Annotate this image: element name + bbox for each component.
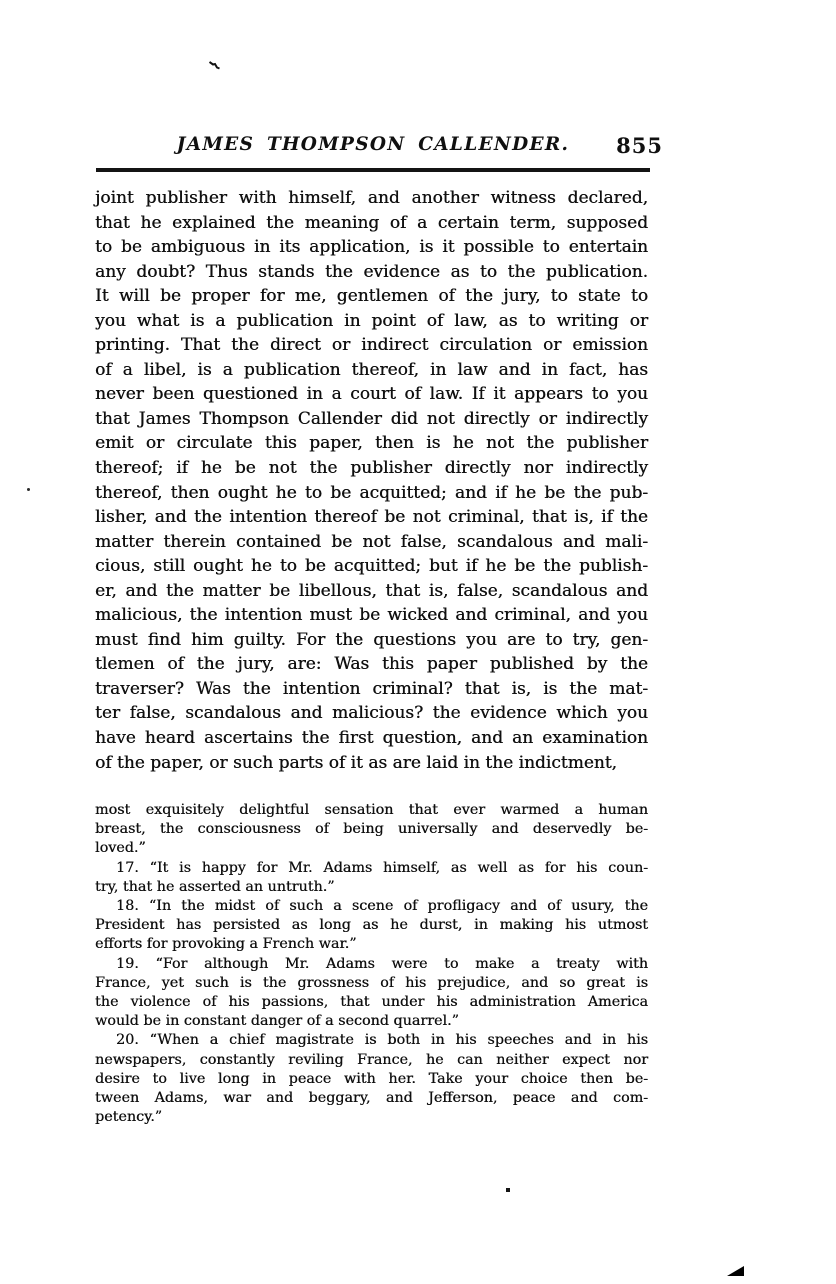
text-line: joint publisher with himself, and another witness declared, — [95, 188, 648, 208]
text-line: most exquisitely delightful sensation that ever warmed a human — [95, 802, 648, 818]
text-line: printing. That the direct or indirect circulation or emission — [95, 335, 648, 356]
text-line: never been questioned in a court of law. If it appears to you — [95, 384, 648, 405]
ink-wedge-corner-mark — [727, 1266, 744, 1276]
text-line: of the paper, or such parts of it as are laid in the indictment, — [95, 752, 617, 773]
text-line: cious, still ought he to be acquitted; but if he be the publish- — [95, 556, 648, 577]
footnotes-block — [95, 801, 648, 1127]
text-line: of a libel, is a publication thereof, in law and in fact, has — [95, 359, 648, 380]
footnote-20 — [95, 1031, 648, 1127]
text-line: er, and the matter be libellous, that is, false, scandalous and — [95, 580, 648, 601]
text-line: have heard ascertains the first question, and an examination — [95, 728, 648, 749]
text-line: 20. “When a chief magistrate is both in his speeches and in his — [116, 1032, 648, 1049]
text-line: ter false, scandalous and malicious? the evidence which you — [95, 703, 648, 724]
text-line: must find him guilty. For the questions you are to try, gen- — [95, 629, 648, 650]
page-number: 855 — [616, 133, 663, 158]
text-line: you what is a publication in point of law, as to writing or — [95, 310, 648, 331]
text-line: It will be proper for me, gentlemen of the jury, to state to — [95, 286, 648, 307]
footnote-17 — [95, 859, 648, 897]
body-text — [95, 186, 648, 775]
text-line: breast, the consciousness of being universally and deservedly be- — [95, 821, 648, 838]
text-line: loved.” — [95, 840, 146, 857]
ink-speck-bottom — [506, 1188, 510, 1192]
text-line: thereof, then ought he to be acquitted; and if he be the pub- — [95, 482, 648, 503]
text-line: tween Adams, war and beggary, and Jefferson, peace and com- — [95, 1090, 648, 1107]
text-line: any doubt? Thus stands the evidence as to the publication. — [95, 261, 648, 282]
text-line: to be ambiguous in its application, is it possible to entertain — [95, 237, 648, 258]
text-line: 18. “In the midst of such a scene of profligacy and of usury, the — [116, 898, 648, 915]
text-line: emit or circulate this paper, then is he not the publisher — [95, 433, 648, 454]
text-line: the violence of his passions, that under his administration America — [95, 994, 648, 1011]
footnote-19 — [95, 955, 648, 1032]
text-line: that he explained the meaning of a certain term, supposed — [95, 212, 648, 233]
text-line: petency.” — [95, 1109, 163, 1126]
running-title: JAMES THOMPSON CALLENDER. — [176, 134, 570, 155]
ink-speck-left-margin — [27, 488, 30, 491]
text-line: 17. “It is happy for Mr. Adams himself, as well as for his coun- — [116, 859, 648, 876]
page-header — [98, 133, 663, 164]
ink-squiggle-mark — [209, 57, 221, 76]
text-line: would be in constant danger of a second quarrel.” — [95, 1013, 459, 1030]
text-line: efforts for provoking a French war.” — [95, 936, 357, 953]
text-line: that James Thompson Callender did not directly or indirectly — [95, 408, 648, 429]
text-line: 19. “For although Mr. Adams were to make a treaty with — [116, 955, 648, 972]
text-line: matter therein contained be not false, scandalous and mali- — [95, 531, 648, 552]
header-rule — [96, 168, 650, 172]
text-line: newspapers, constantly reviling France, he can neither expect nor — [95, 1051, 648, 1068]
text-line: tlemen of the jury, are: Was this paper published by the — [95, 654, 648, 675]
footnote-continuation — [95, 801, 648, 859]
footnote-18 — [95, 897, 648, 955]
text-line: malicious, the intention must be wicked and criminal, and you — [95, 605, 648, 626]
text-line: President has persisted as long as he durst, in making his utmost — [95, 917, 648, 934]
text-line: thereof; if he be not the publisher directly nor indirectly — [95, 458, 648, 479]
text-line: France, yet such is the grossness of his prejudice, and so great is — [95, 974, 648, 991]
text-line: desire to live long in peace with her. Take your choice then be- — [95, 1070, 648, 1087]
text-line: lisher, and the intention thereof be not criminal, that is, if the — [95, 507, 648, 528]
text-line: try, that he asserted an untruth.” — [95, 878, 335, 895]
text-line: traverser? Was the intention criminal? that is, is the mat- — [95, 678, 648, 699]
